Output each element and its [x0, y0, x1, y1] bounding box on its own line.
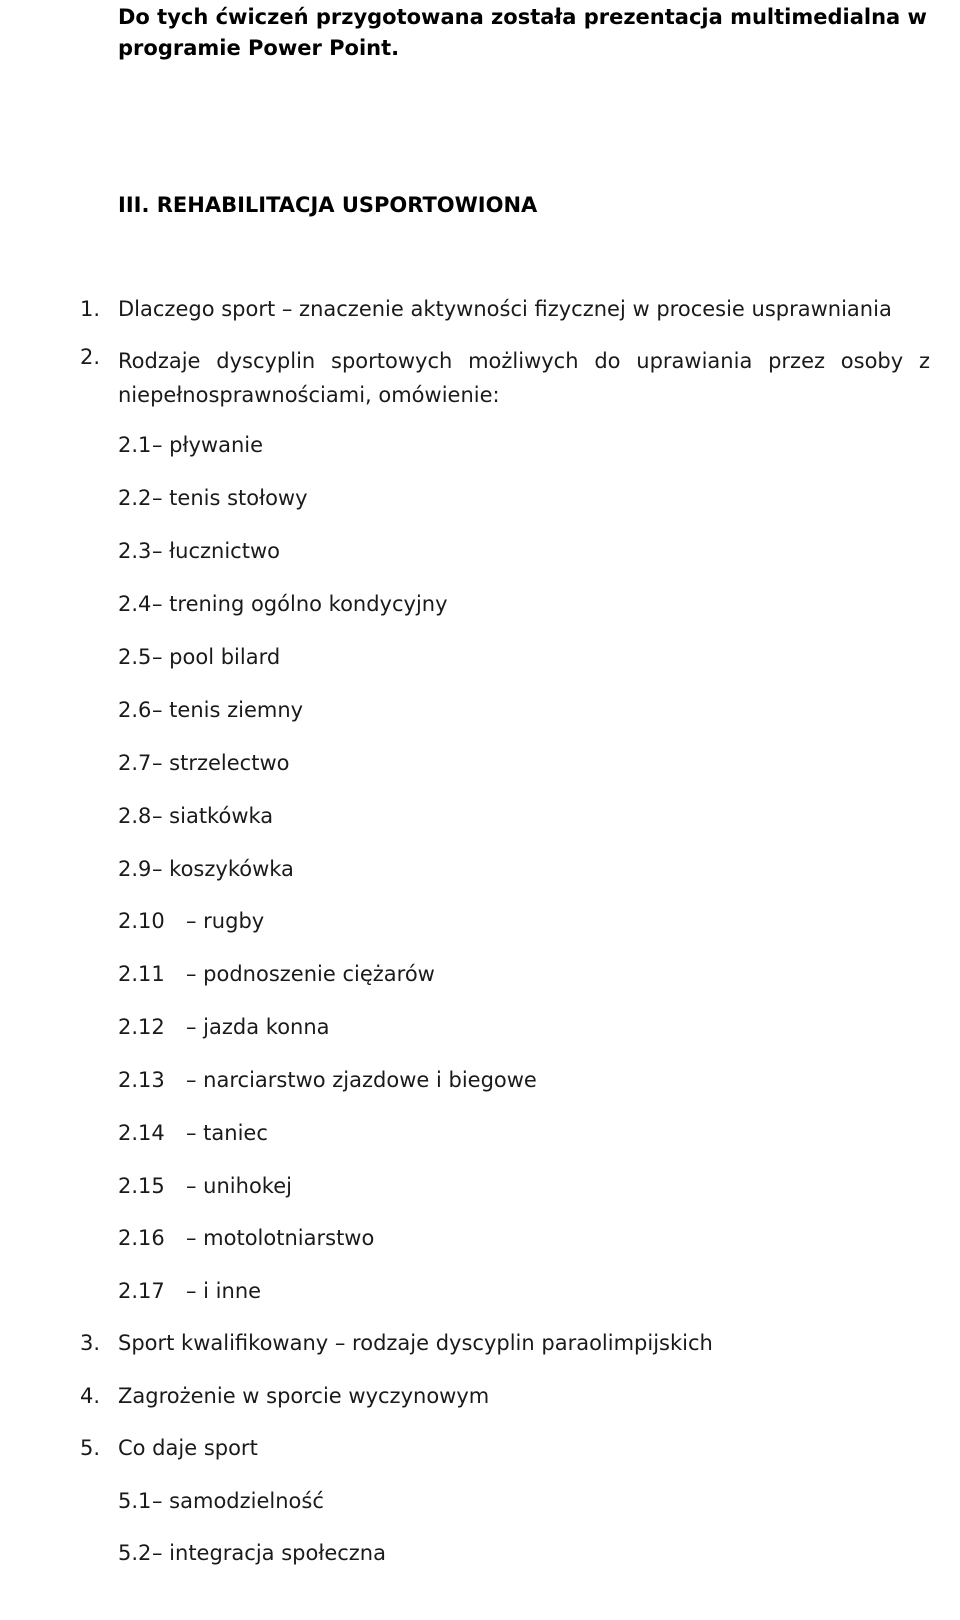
subitem-number: 2.10	[118, 909, 165, 933]
section-heading: III. REHABILITACJA USPORTOWIONA	[118, 193, 538, 217]
subitem-text: – samodzielność	[152, 1489, 324, 1513]
subitem-text: – narciarstwo zjazdowe i biegowe	[186, 1068, 537, 1092]
subitem-number: 2.5	[118, 645, 152, 669]
list-item-number: 3.	[80, 1331, 101, 1355]
list-item-text: Rodzaje dyscyplin sportowych możliwych do uprawiania przez osoby z niepełnosprawnościami, omówienie:	[118, 349, 930, 407]
subitem-number: 2.15	[118, 1174, 165, 1198]
subitem-number: 2.13	[118, 1068, 165, 1092]
subitem-number: 2.16	[118, 1226, 165, 1250]
list-item-number: 2.	[80, 345, 101, 369]
subitem-text: – unihokej	[186, 1174, 292, 1198]
subitem-text: – tenis stołowy	[152, 486, 308, 510]
subitem-number: 2.9	[118, 857, 152, 881]
intro-line-2: programie Power Point.	[118, 36, 400, 60]
subitem-number: 2.17	[118, 1279, 165, 1303]
subitem-text: – jazda konna	[186, 1015, 330, 1039]
list-item-number: 4.	[80, 1384, 101, 1408]
intro-line-1: Do tych ćwiczeń przygotowana została prezentacja multimedialna w	[118, 5, 927, 29]
subitem-number: 5.1	[118, 1489, 152, 1513]
subitem-text: – strzelectwo	[152, 751, 290, 775]
subitem-text: – łucznictwo	[152, 539, 280, 563]
subitem-text: – rugby	[186, 909, 265, 933]
subitem-number: 2.12	[118, 1015, 165, 1039]
subitem-number: 2.3	[118, 539, 152, 563]
subitem-number: 2.14	[118, 1121, 165, 1145]
subitem-text: – pool bilard	[152, 645, 281, 669]
list-item-number: 1.	[80, 297, 101, 321]
subitem-number: 2.8	[118, 804, 152, 828]
subitem-text: – motolotniarstwo	[186, 1226, 375, 1250]
subitem-number: 5.2	[118, 1541, 152, 1565]
subitem-text: – trening ogólno kondycyjny	[152, 592, 448, 616]
list-item-text: Co daje sport	[118, 1436, 258, 1460]
subitem-number: 2.4	[118, 592, 152, 616]
subitem-text: – podnoszenie ciężarów	[186, 962, 435, 986]
intro-paragraph	[118, 2, 938, 64]
subitem-text: – i inne	[186, 1279, 262, 1303]
subitem-number: 2.7	[118, 751, 152, 775]
subitem-text: – siatkówka	[152, 804, 274, 828]
list-item-text: Sport kwalifikowany – rodzaje dyscyplin paraolimpijskich	[118, 1331, 713, 1355]
subitem-text: – taniec	[186, 1121, 268, 1145]
subitem-number: 2.11	[118, 962, 165, 986]
subitem-text: – pływanie	[152, 433, 264, 457]
subitem-number: 2.2	[118, 486, 152, 510]
subitem-text: – koszykówka	[152, 857, 294, 881]
list-item-number: 5.	[80, 1436, 101, 1460]
subitem-text: – integracja społeczna	[152, 1541, 386, 1565]
subitem-number: 2.1	[118, 433, 152, 457]
subitem-number: 2.6	[118, 698, 152, 722]
subitem-text: – tenis ziemny	[152, 698, 304, 722]
list-item-text: Dlaczego sport – znaczenie aktywności fizycznej w procesie usprawniania	[118, 297, 892, 321]
list-item-text: Zagrożenie w sporcie wyczynowym	[118, 1384, 490, 1408]
